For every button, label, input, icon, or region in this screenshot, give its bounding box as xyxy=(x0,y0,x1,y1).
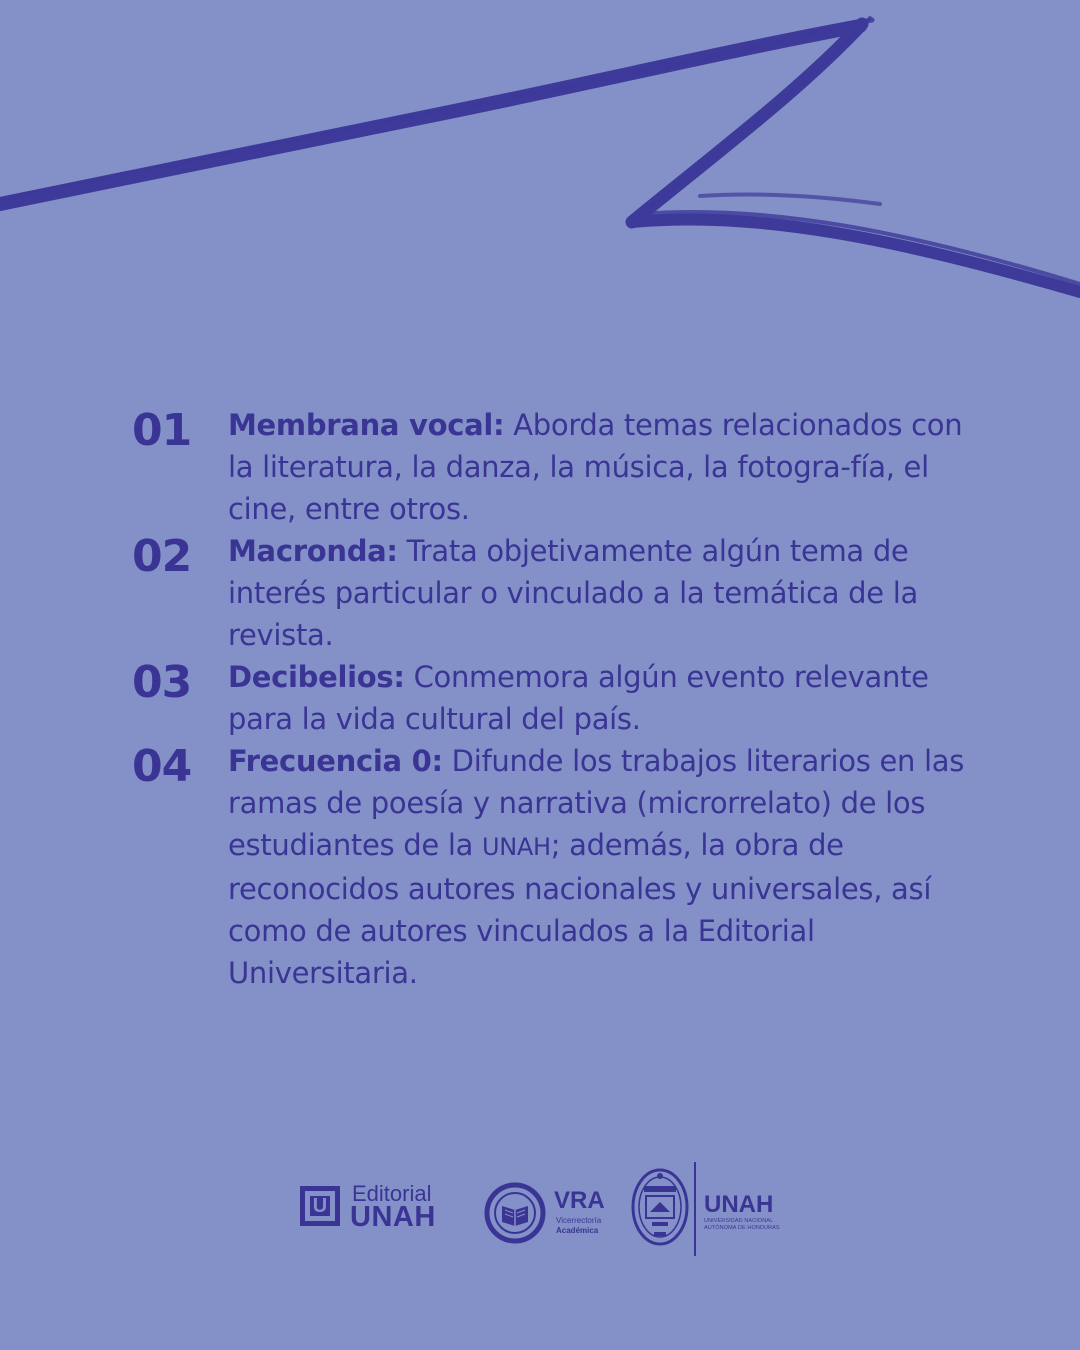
item-term: Decibelios: xyxy=(228,660,405,694)
item-number: 01 xyxy=(132,405,192,456)
list-item xyxy=(132,656,992,740)
unah-title: UNAH xyxy=(704,1191,774,1218)
vra-subtitle xyxy=(556,1216,601,1236)
footer-logos xyxy=(300,1162,790,1258)
item-term: Macronda: xyxy=(228,534,398,568)
vra-logo xyxy=(484,1182,614,1246)
item-number: 02 xyxy=(132,531,192,582)
editorial-logo-line1: Editorial xyxy=(352,1181,432,1206)
section-list xyxy=(132,404,992,994)
item-description: Trata objetivamente algún tema de interés particular o vinculado a la temática de la revista. xyxy=(228,534,918,652)
list-item xyxy=(132,404,992,530)
vra-title: VRA xyxy=(554,1187,605,1214)
item-description-after: ; además, la obra de reconocidos autores nacionales y universales, así como de autores vinculados a la Editorial Universitaria. xyxy=(228,828,932,990)
item-number: 03 xyxy=(132,657,192,708)
unah-subtitle-line2: AUTÓNOMA DE HONDURAS xyxy=(704,1225,780,1231)
item-number: 04 xyxy=(132,741,192,792)
vra-subtitle-line1: Vicerrectoría xyxy=(556,1216,602,1225)
unah-subtitle-line1: UNIVERSIDAD NACIONAL xyxy=(704,1218,774,1224)
item-term: Membrana vocal: xyxy=(228,408,505,442)
editorial-logo-line2: UNAH xyxy=(350,1201,436,1233)
unah-logo xyxy=(704,1192,794,1232)
vra-subtitle-line2: Académica xyxy=(556,1226,599,1235)
item-description-before: Difunde los trabajos literarios en las ramas de poesía y narrativa (microrrelato) de los estudiantes de la xyxy=(228,744,965,862)
open-book-icon xyxy=(484,1182,546,1244)
brush-stroke-decoration xyxy=(0,0,1080,320)
item-text xyxy=(228,740,992,994)
logo-divider xyxy=(694,1162,696,1256)
item-description-acronym: UNAH xyxy=(481,833,551,861)
unah-seal-icon xyxy=(630,1162,690,1248)
editorial-unah-logo xyxy=(300,1181,460,1236)
editorial-mark-letter: U xyxy=(310,1196,330,1216)
editorial-mark-icon xyxy=(300,1186,340,1226)
item-text xyxy=(228,404,992,530)
item-description: Conmemora algún evento relevante para la vida cultural del país. xyxy=(228,660,929,736)
item-description: Aborda temas relacionados con la literatura, la danza, la música, la fotogra-fía, el cine, entre otros. xyxy=(228,408,963,526)
item-text xyxy=(228,656,992,740)
list-item xyxy=(132,530,992,656)
item-term: Frecuencia 0: xyxy=(228,744,443,778)
item-text xyxy=(228,530,992,656)
list-item xyxy=(132,740,992,994)
